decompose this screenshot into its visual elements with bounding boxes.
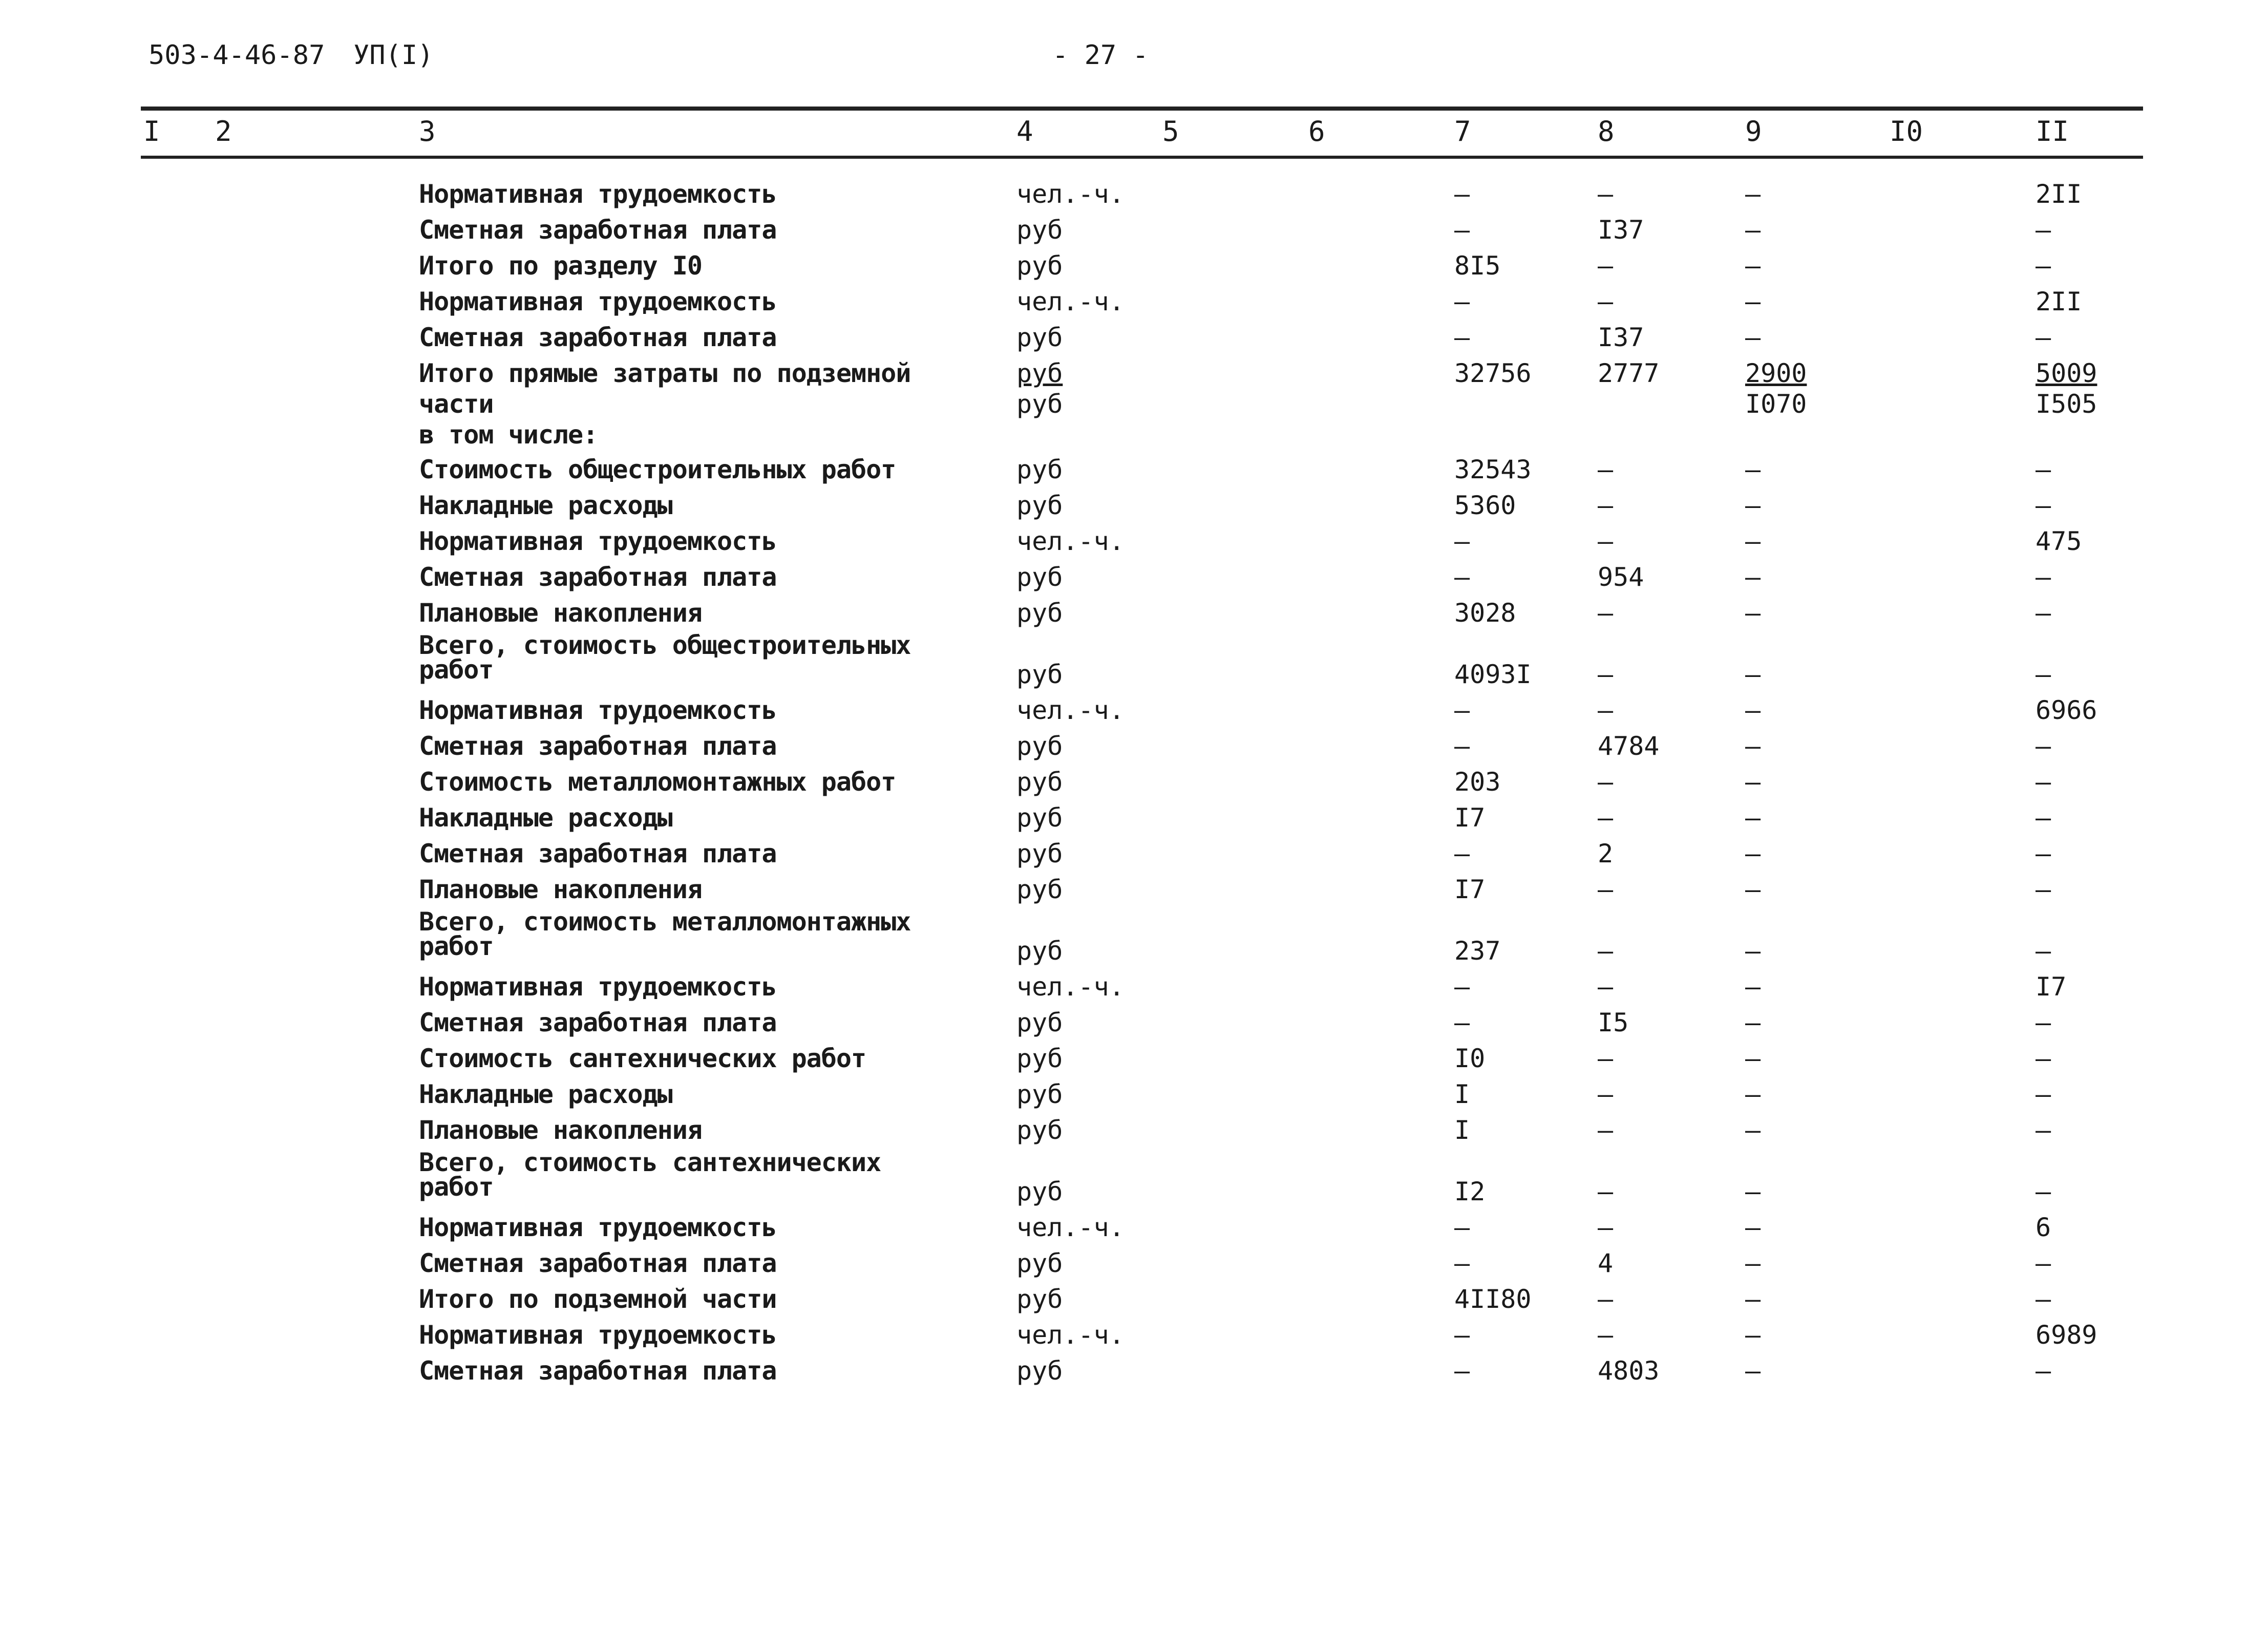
col9-value: – — [1745, 598, 1761, 628]
col8-value: I5 — [1598, 1008, 1629, 1037]
col8-value: – — [1598, 1177, 1614, 1206]
col11-value: – — [2036, 455, 2051, 484]
table-row — [0, 839, 2268, 875]
col9-value: – — [1745, 562, 1761, 592]
col7-value: I2 — [1454, 1177, 1486, 1206]
col7-value: – — [1454, 1320, 1470, 1350]
table-row — [0, 491, 2268, 526]
col8-value: – — [1598, 1284, 1614, 1314]
unit-cell: руб — [1016, 455, 1063, 484]
col7-value: – — [1454, 1213, 1470, 1242]
table-row — [0, 251, 2268, 287]
col11-value: – — [2036, 767, 2051, 797]
col8-value: I37 — [1598, 215, 1644, 245]
unit-cell: руб — [1016, 1177, 1063, 1206]
table-row — [0, 179, 2268, 215]
table-row — [0, 1148, 2268, 1213]
col9-value: – — [1745, 803, 1761, 833]
unit-cell: руб — [1016, 251, 1063, 281]
col9-value: – — [1745, 972, 1761, 1002]
unit-cell: руб — [1016, 215, 1063, 245]
item-name: Нормативная трудоемкость — [419, 1213, 777, 1242]
unit-cell: руб — [1016, 875, 1063, 904]
table-top-rule — [141, 107, 2143, 111]
col11-value: – — [2036, 562, 2051, 592]
col8-value: – — [1598, 875, 1614, 904]
unit-cell: чел.-ч. — [1016, 526, 1125, 556]
unit-cell: руб — [1016, 1248, 1063, 1278]
unit-cell: руб — [1016, 1356, 1063, 1386]
col-header-6: 6 — [1308, 115, 1325, 147]
item-name: части — [419, 389, 494, 419]
table-row — [0, 598, 2268, 634]
col11-value: – — [2036, 1008, 2051, 1037]
item-name: Сметная заработная плата — [419, 215, 777, 245]
col11-value: 6989 — [2036, 1320, 2097, 1350]
item-name: Накладные расходы — [419, 1079, 672, 1109]
page-number: - 27 - — [1052, 40, 1149, 71]
col9-value: – — [1745, 875, 1761, 904]
col7-value: – — [1454, 1248, 1470, 1278]
col8-value: – — [1598, 803, 1614, 833]
doc-code: 503-4-46-87 — [149, 40, 325, 71]
item-name: Нормативная трудоемкость — [419, 695, 777, 725]
col-header-1: I — [143, 115, 160, 147]
table-row — [0, 1320, 2268, 1356]
col7-value: – — [1454, 1356, 1470, 1386]
table-row — [0, 526, 2268, 562]
col11-value: 2II — [2036, 179, 2082, 209]
col7-value: – — [1454, 731, 1470, 761]
table-row — [0, 1044, 2268, 1079]
col11-value: – — [2036, 803, 2051, 833]
col8-value: – — [1598, 936, 1614, 966]
col11-value: – — [2036, 660, 2051, 689]
col-header-5: 5 — [1162, 115, 1179, 147]
table-row — [0, 630, 2268, 695]
col8-value: – — [1598, 972, 1614, 1002]
unit-cell: руб — [1016, 598, 1063, 628]
col-header-7: 7 — [1454, 115, 1471, 147]
col9-value: – — [1745, 767, 1761, 797]
item-name: Итого прямые затраты по подземной — [419, 358, 911, 388]
item-name: Сметная заработная плата — [419, 562, 777, 592]
col7-value: 3028 — [1454, 598, 1516, 628]
col9-value: – — [1745, 287, 1761, 316]
item-name: Сметная заработная плата — [419, 1356, 777, 1386]
item-name: Плановые накопления — [419, 598, 702, 628]
col8-value: – — [1598, 1320, 1614, 1350]
table-header-rule — [141, 156, 2143, 159]
col11-value: I7 — [2036, 972, 2067, 1002]
table-row — [0, 323, 2268, 358]
table-row — [0, 215, 2268, 251]
unit-cell: руб — [1016, 389, 1063, 419]
col8-value: – — [1598, 1079, 1614, 1109]
col8-value: 4784 — [1598, 731, 1660, 761]
unit-cell: руб — [1016, 803, 1063, 833]
unit-cell: руб — [1016, 491, 1063, 520]
unit-cell: руб — [1016, 358, 1063, 388]
col-header-4: 4 — [1016, 115, 1033, 147]
col9-value: – — [1745, 1284, 1761, 1314]
col8-value: – — [1598, 287, 1614, 316]
col9-value: – — [1745, 215, 1761, 245]
table-row — [0, 907, 2268, 972]
col7-value: 203 — [1454, 767, 1501, 797]
table-row — [0, 695, 2268, 731]
col7-value: – — [1454, 179, 1470, 209]
item-name: Стоимость сантехнических работ — [419, 1044, 866, 1073]
col11-value: – — [2036, 875, 2051, 904]
unit-cell: руб — [1016, 1044, 1063, 1073]
col7-value: I7 — [1454, 803, 1486, 833]
unit-cell: руб — [1016, 1079, 1063, 1109]
col9-value: – — [1745, 839, 1761, 868]
table-row — [0, 731, 2268, 767]
table-row — [0, 1115, 2268, 1151]
col7-value: – — [1454, 287, 1470, 316]
item-name: Итого по разделу I0 — [419, 251, 702, 281]
col7-value: 237 — [1454, 936, 1501, 966]
col8-value: – — [1598, 660, 1614, 689]
col11-value: – — [2036, 1177, 2051, 1206]
col9-value: – — [1745, 1044, 1761, 1073]
col9-value: – — [1745, 1008, 1761, 1037]
col8-value: – — [1598, 1115, 1614, 1145]
item-name: Накладные расходы — [419, 491, 672, 520]
col-header-11: II — [2036, 115, 2069, 147]
col11-value: 2II — [2036, 287, 2082, 316]
unit-cell: руб — [1016, 767, 1063, 797]
item-name: Сметная заработная плата — [419, 323, 777, 352]
col9-value: – — [1745, 179, 1761, 209]
col8-value: 2777 — [1598, 358, 1660, 388]
col7-value: 32543 — [1454, 455, 1532, 484]
col9-value: – — [1745, 1356, 1761, 1386]
col11-value: – — [2036, 1044, 2051, 1073]
col-header-8: 8 — [1598, 115, 1615, 147]
col8-value: – — [1598, 695, 1614, 725]
table-row — [0, 767, 2268, 803]
item-name: Нормативная трудоемкость — [419, 1320, 777, 1350]
col7-value: – — [1454, 695, 1470, 725]
col-header-10: I0 — [1890, 115, 1923, 147]
col8-value: – — [1598, 598, 1614, 628]
item-name: Сметная заработная плата — [419, 731, 777, 761]
col8-value: – — [1598, 1213, 1614, 1242]
col9-value: I070 — [1745, 389, 1807, 419]
unit-cell: руб — [1016, 1115, 1063, 1145]
col11-value: – — [2036, 731, 2051, 761]
col11-value: – — [2036, 1356, 2051, 1386]
item-name: Сметная заработная плата — [419, 1008, 777, 1037]
col8-value: 954 — [1598, 562, 1644, 592]
col9-value: – — [1745, 660, 1761, 689]
table-row — [0, 562, 2268, 598]
unit-cell: руб — [1016, 936, 1063, 966]
col-header-9: 9 — [1745, 115, 1762, 147]
unit-cell: чел.-ч. — [1016, 972, 1125, 1002]
item-name: Всего, стоимость общестроительных работ — [419, 630, 911, 685]
table-row — [0, 1213, 2268, 1248]
col9-value: – — [1745, 1213, 1761, 1242]
item-name: Нормативная трудоемкость — [419, 972, 777, 1002]
col8-value: 4803 — [1598, 1356, 1660, 1386]
col9-value: – — [1745, 323, 1761, 352]
item-name: Нормативная трудоемкость — [419, 179, 777, 209]
unit-cell: руб — [1016, 731, 1063, 761]
col9-value: – — [1745, 695, 1761, 725]
col11-value: – — [2036, 936, 2051, 966]
sheet-code: УП(I) — [353, 40, 434, 71]
col9-value: – — [1745, 731, 1761, 761]
col-header-3: 3 — [419, 115, 436, 147]
item-name: Нормативная трудоемкость — [419, 287, 777, 316]
col7-value: – — [1454, 1008, 1470, 1037]
table-row — [0, 1248, 2268, 1284]
item-name: Сметная заработная плата — [419, 839, 777, 868]
col7-value: 32756 — [1454, 358, 1532, 388]
item-name: в том числе: — [419, 420, 598, 450]
item-name: Нормативная трудоемкость — [419, 526, 777, 556]
col9-value: – — [1745, 526, 1761, 556]
col7-value: 4II80 — [1454, 1284, 1532, 1314]
table-row — [0, 972, 2268, 1008]
table-row — [0, 1079, 2268, 1115]
col8-value: – — [1598, 1044, 1614, 1073]
unit-cell: руб — [1016, 1284, 1063, 1314]
col7-value: – — [1454, 526, 1470, 556]
table-row — [0, 875, 2268, 910]
col8-value: – — [1598, 455, 1614, 484]
col7-value: I — [1454, 1115, 1470, 1145]
col8-value: – — [1598, 526, 1614, 556]
col8-value: – — [1598, 179, 1614, 209]
col7-value: – — [1454, 972, 1470, 1002]
unit-cell: чел.-ч. — [1016, 1213, 1125, 1242]
col11-value: – — [2036, 323, 2051, 352]
unit-cell: руб — [1016, 660, 1063, 689]
col11-value: – — [2036, 251, 2051, 281]
item-name: Накладные расходы — [419, 803, 672, 833]
item-name: Плановые накопления — [419, 875, 702, 904]
unit-cell: чел.-ч. — [1016, 287, 1125, 316]
col11-value: – — [2036, 215, 2051, 245]
item-name: Стоимость металломонтажных работ — [419, 767, 896, 797]
col11-value: – — [2036, 598, 2051, 628]
col11-value: – — [2036, 1284, 2051, 1314]
col9-value: – — [1745, 1177, 1761, 1206]
col8-value: I37 — [1598, 323, 1644, 352]
unit-cell: чел.-ч. — [1016, 179, 1125, 209]
col9-value: – — [1745, 251, 1761, 281]
col8-value: – — [1598, 251, 1614, 281]
col9-value: – — [1745, 455, 1761, 484]
col7-value: 8I5 — [1454, 251, 1501, 281]
col7-value: I7 — [1454, 875, 1486, 904]
col9-value: 2900 — [1745, 358, 1807, 388]
item-name: Итого по подземной части — [419, 1284, 777, 1314]
table-row — [0, 1008, 2268, 1044]
col7-value: 4093I — [1454, 660, 1532, 689]
col9-value: – — [1745, 936, 1761, 966]
table-row — [0, 287, 2268, 323]
item-name: Сметная заработная плата — [419, 1248, 777, 1278]
col11-value: – — [2036, 1079, 2051, 1109]
table-row — [0, 803, 2268, 839]
item-name: Всего, стоимость металломонтажных работ — [419, 907, 911, 961]
col9-value: – — [1745, 1320, 1761, 1350]
unit-cell: руб — [1016, 323, 1063, 352]
col11-value: I505 — [2036, 389, 2097, 419]
col7-value: – — [1454, 839, 1470, 868]
col11-value: – — [2036, 491, 2051, 520]
col9-value: – — [1745, 1248, 1761, 1278]
col11-value: 475 — [2036, 526, 2082, 556]
col7-value: – — [1454, 562, 1470, 592]
col7-value: – — [1454, 215, 1470, 245]
col11-value: 5009 — [2036, 358, 2097, 388]
col9-value: – — [1745, 491, 1761, 520]
unit-cell: чел.-ч. — [1016, 1320, 1125, 1350]
table-row — [0, 1284, 2268, 1320]
col11-value: 6966 — [2036, 695, 2097, 725]
col8-value: 2 — [1598, 839, 1614, 868]
item-name: Стоимость общестроительных работ — [419, 455, 896, 484]
table-row — [0, 455, 2268, 491]
col9-value: – — [1745, 1079, 1761, 1109]
col7-value: 5360 — [1454, 491, 1516, 520]
table-row — [0, 420, 2268, 456]
col11-value: 6 — [2036, 1213, 2051, 1242]
col11-value: – — [2036, 1248, 2051, 1278]
unit-cell: руб — [1016, 839, 1063, 868]
col11-value: – — [2036, 1115, 2051, 1145]
unit-cell: чел.-ч. — [1016, 695, 1125, 725]
col-header-2: 2 — [215, 115, 232, 147]
col7-value: I0 — [1454, 1044, 1486, 1073]
col11-value: – — [2036, 839, 2051, 868]
col7-value: I — [1454, 1079, 1470, 1109]
col8-value: 4 — [1598, 1248, 1614, 1278]
col8-value: – — [1598, 767, 1614, 797]
unit-cell: руб — [1016, 1008, 1063, 1037]
col7-value: – — [1454, 323, 1470, 352]
col8-value: – — [1598, 491, 1614, 520]
table-row — [0, 1356, 2268, 1392]
item-name: Плановые накопления — [419, 1115, 702, 1145]
col9-value: – — [1745, 1115, 1761, 1145]
item-name: Всего, стоимость сантехнических работ — [419, 1148, 881, 1202]
unit-cell: руб — [1016, 562, 1063, 592]
